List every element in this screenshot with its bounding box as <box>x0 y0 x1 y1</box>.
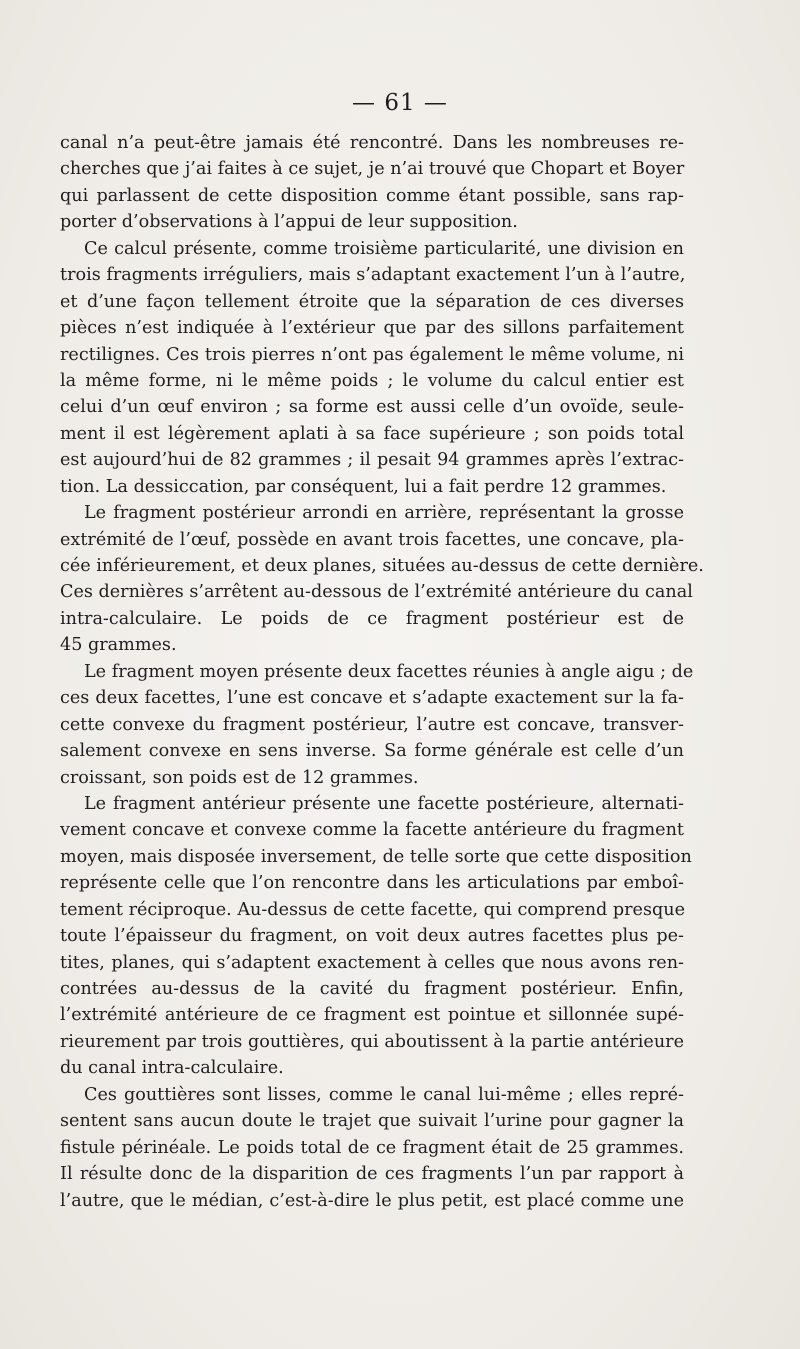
text-line: sentent sans aucun doute le trajet que suivait l’urine pour gagner la <box>60 1111 684 1132</box>
text-line: cée inférieurement, et deux planes, situées au-dessus de cette dernière. <box>60 556 704 576</box>
text-line: Ce calcul présente, comme troisième particularité, une division en <box>84 238 684 259</box>
text-line: Ces dernières s’arrêtent au-dessous de l’extrémité antérieure du canal <box>60 582 693 603</box>
text-line: l’autre, que le médian, c’est-à-dire le plus petit, est placé comme une <box>60 1190 684 1211</box>
text-line: porter d’observations à l’appui de leur supposition. <box>60 212 518 233</box>
text-line: canal n’a peut-être jamais été rencontré. Dans les nombreuses re- <box>60 133 684 153</box>
text-line: pièces n’est indiquée à l’extérieur que par des sillons parfaitement <box>60 318 684 339</box>
text-line: rieurement par trois gouttières, qui aboutissent à la partie antérieure <box>60 1031 684 1052</box>
paragraph <box>60 659 694 791</box>
text-line: tites, planes, qui s’adaptent exactement à celles que nous avons ren- <box>60 952 684 973</box>
text-line: cette convexe du fragment postérieur, l’autre est concave, transver- <box>60 714 684 735</box>
paragraph <box>60 236 684 500</box>
text-line: extrémité de l’œuf, possède en avant trois facettes, une concave, pla- <box>60 529 684 550</box>
text-line: et d’une façon tellement étroite que la séparation de ces diverses <box>60 291 684 312</box>
text-line: croissant, son poids est de 12 grammes. <box>60 767 419 788</box>
text-line: tion. La dessiccation, par conséquent, lui a fait perdre 12 grammes. <box>60 476 667 497</box>
text-line: tement réciproque. Au-dessus de cette facette, qui comprend presque <box>60 899 686 920</box>
text-line: est aujourd’hui de 82 grammes ; il pesait 94 grammes après l’extrac- <box>60 450 684 471</box>
text-line: qui parlassent de cette disposition comme étant possible, sans rap- <box>60 185 684 206</box>
text-line: Ces gouttières sont lisses, comme le canal lui-même ; elles repré- <box>84 1084 684 1105</box>
text-line: la même forme, ni le même poids ; le volume du calcul entier est <box>60 370 684 391</box>
text-line: salement convexe en sens inverse. Sa forme générale est celle d’un <box>60 741 684 762</box>
text-line: contrées au-dessus de la cavité du fragment postérieur. Enfin, <box>60 979 684 999</box>
text-line: Le fragment antérieur présente une facette postérieure, alternati- <box>84 793 684 814</box>
text-line: 45 grammes. <box>60 635 177 656</box>
text-line: moyen, mais disposée inversement, de telle sorte que cette disposition <box>60 846 692 867</box>
paragraph <box>60 500 704 659</box>
text-line: ces deux facettes, l’une est concave et s’adapte exactement sur la fa- <box>60 688 684 709</box>
paragraph <box>60 130 684 236</box>
text-line: Le fragment postérieur arrondi en arrière, représentant la grosse <box>84 503 684 524</box>
text-line: cherches que j’ai faites à ce sujet, je n’ai trouvé que Chopart et Boyer <box>60 159 685 180</box>
text-line: toute l’épaisseur du fragment, on voit deux autres facettes plus pe- <box>60 926 684 947</box>
text-line: fistule périnéale. Le poids total de ce fragment était de 25 grammes. <box>60 1137 684 1158</box>
body-text <box>60 130 704 1214</box>
paragraph <box>60 1082 684 1214</box>
text-line: l’extrémité antérieure de ce fragment est pointue et sillonnée supé- <box>60 1005 684 1026</box>
text-line: intra-calculaire. Le poids de ce fragment postérieur est de <box>60 608 684 629</box>
text-line: Le fragment moyen présente deux facettes réunies à angle aigu ; de <box>84 661 694 682</box>
text-line: vement concave et convexe comme la facette antérieure du fragment <box>60 820 684 841</box>
text-line: trois fragments irréguliers, mais s’adaptant exactement l’un à l’autre, <box>60 265 686 286</box>
text-line: celui d’un œuf environ ; sa forme est aussi celle d’un ovoïde, seule- <box>60 397 684 418</box>
text-line: représente celle que l’on rencontre dans les articulations par emboî- <box>60 873 684 894</box>
text-line: Il résulte donc de la disparition de ces fragments l’un par rapport à <box>60 1164 684 1185</box>
text-line: du canal intra-calculaire. <box>60 1058 284 1079</box>
text-line: rectilignes. Ces trois pierres n’ont pas également le même volume, ni <box>60 344 684 365</box>
paragraph <box>60 791 692 1082</box>
page-number: — 61 — <box>352 90 448 116</box>
text-line: ment il est légèrement aplati à sa face supérieure ; son poids total <box>60 423 684 444</box>
